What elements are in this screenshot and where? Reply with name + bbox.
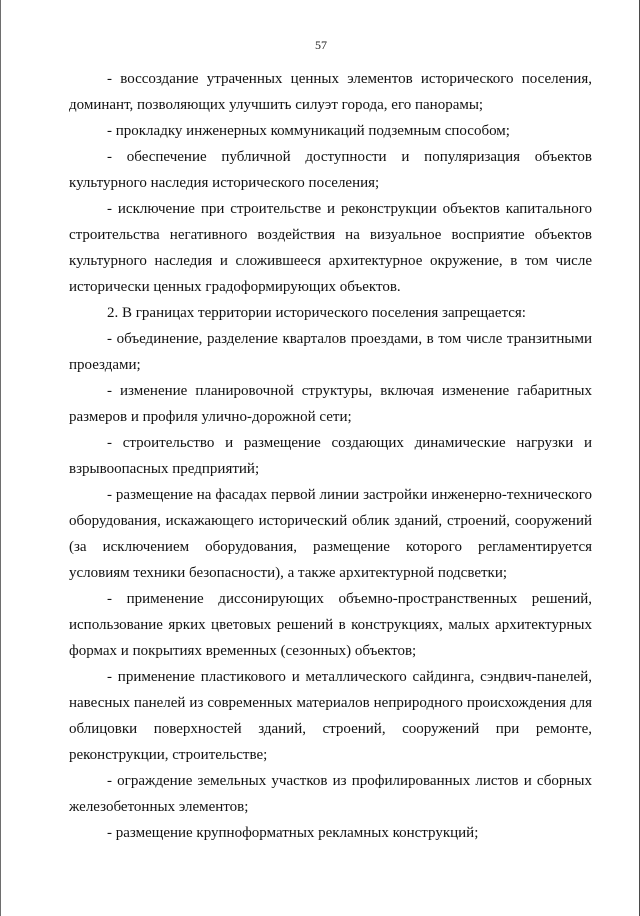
paragraph-prohibitions-heading: 2. В границах территории исторического поселения запрещается: bbox=[107, 305, 526, 321]
paragraph-public-accessibility: - обеспечение публичной доступности и популяризация объектов культурного наследия исторического поселения; bbox=[69, 149, 592, 191]
paragraph-dissonant-solutions: - применение диссонирующих объемно-пространственных решений, использование ярких цветовых решений в конструкциях, малых архитектурных формах и покрытиях временных (сезонных) объектов; bbox=[69, 591, 592, 659]
paragraph-fencing: - ограждение земельных участков из профилированных листов и сборных железобетонных элементов; bbox=[69, 773, 592, 815]
page-number: 57 bbox=[315, 38, 327, 52]
paragraph-hazardous-enterprises: - строительство и размещение создающих динамические нагрузки и взрывоопасных предприятий; bbox=[69, 435, 592, 477]
paragraph-facade-equipment: - размещение на фасадах первой линии застройки инженерно-технического оборудования, искажающего исторический облик зданий, строений, сооружений (за исключением оборудования, размещение которого регламентируется условиям техники безопасности), а также архитектурной подсветки; bbox=[69, 487, 592, 581]
paragraph-siding-panels: - применение пластикового и металлического сайдинга, сэндвич-панелей, навесных панелей из современных материалов неприродного происхождения для облицовки поверхностей зданий, строений, сооружений при ремонте, реконструкции, строительстве; bbox=[69, 669, 592, 763]
paragraph-planning-structure-change: - изменение планировочной структуры, включая изменение габаритных размеров и профиля улично-дорожной сети; bbox=[69, 383, 592, 425]
paragraph-restoration-of-lost-elements: - воссоздание утраченных ценных элементов исторического поселения, доминант, позволяющих улучшить силуэт города, его панорамы; bbox=[69, 71, 592, 113]
paragraph-large-advertising: - размещение крупноформатных рекламных конструкций; bbox=[107, 825, 479, 841]
paragraph-underground-utilities: - прокладку инженерных коммуникаций подземным способом; bbox=[107, 123, 510, 139]
paragraph-exclusion-of-negative-impact: - исключение при строительстве и реконструкции объектов капитального строительства негативного воздействия на визуальное восприятие объектов культурного наследия и сложившееся архитектурное окружение, в том числе исторически ценных градоформирующих объектов. bbox=[69, 201, 592, 295]
document-body bbox=[69, 66, 592, 846]
paragraph-merging-blocks: - объединение, разделение кварталов проездами, в том числе транзитными проездами; bbox=[69, 331, 592, 373]
